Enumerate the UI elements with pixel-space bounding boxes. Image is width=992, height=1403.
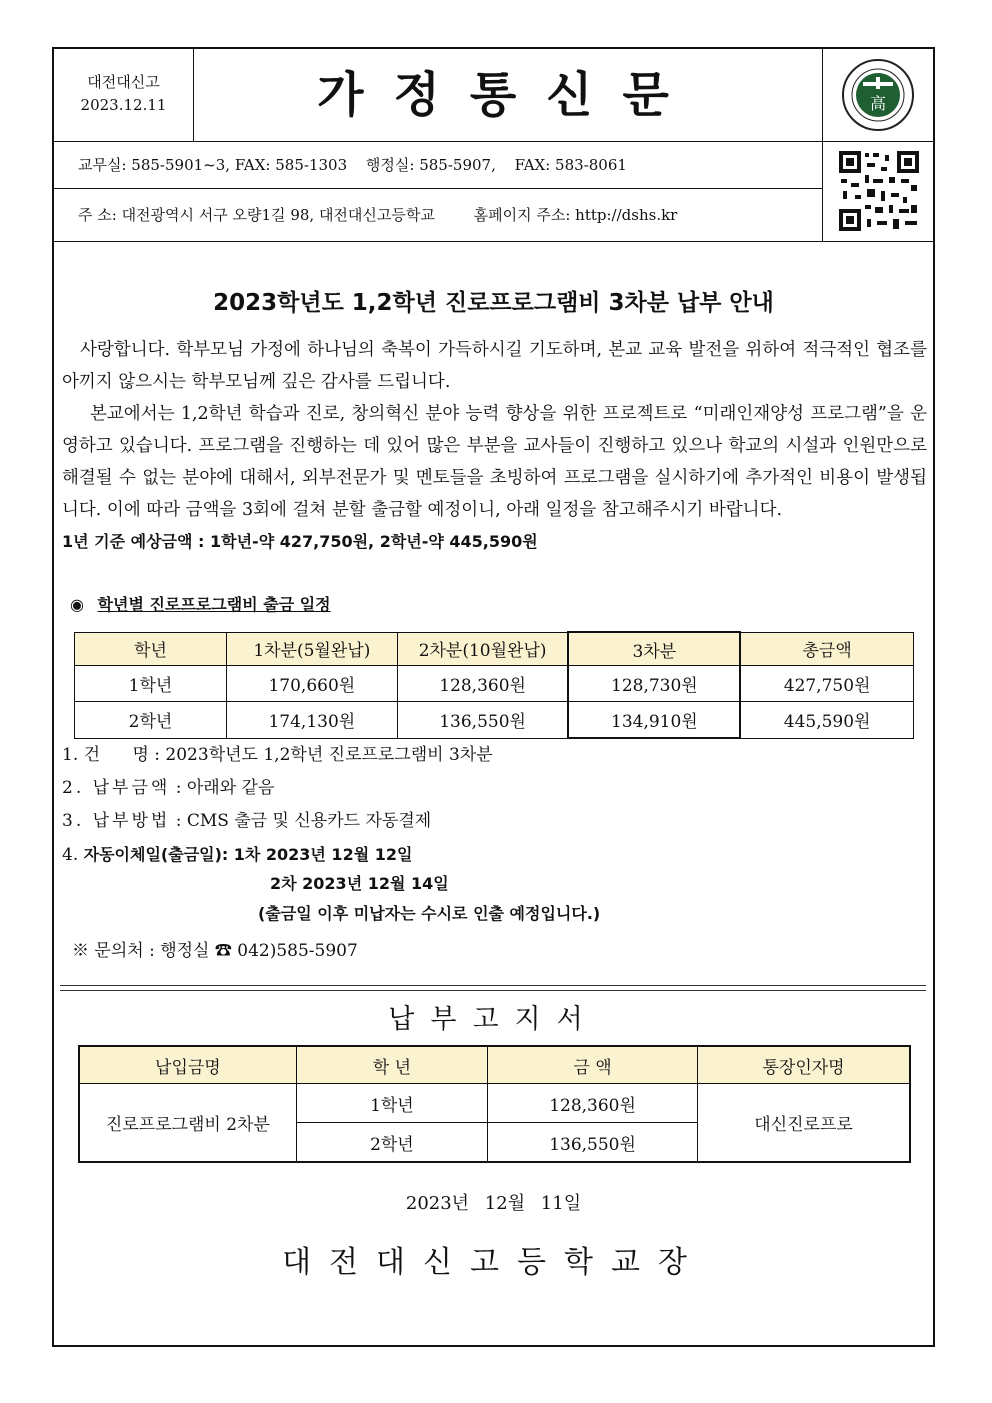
col-second: 2차분(10월완납) xyxy=(397,632,568,666)
header xyxy=(54,49,933,142)
schedule-table xyxy=(74,631,914,739)
payment-items xyxy=(62,739,493,872)
document-frame xyxy=(52,47,935,1347)
col-grade: 학년 xyxy=(75,632,227,666)
cell-third: 134,910원 xyxy=(568,702,740,739)
col-account-name: 통장인자명 xyxy=(698,1046,910,1084)
col-third: 3차분 xyxy=(568,632,740,666)
homepage-link[interactable]: 홈페이지 주소: http://dshs.kr xyxy=(473,206,678,224)
school-info xyxy=(54,49,194,141)
col-total: 총금액 xyxy=(740,632,913,666)
item-subject: 1. 건 명 : 2023학년도 1,2학년 진로프로그램비 3차분 xyxy=(62,745,493,765)
double-divider xyxy=(60,985,926,991)
cell-item-name: 진로프로그램비 2차분 xyxy=(79,1084,296,1163)
table-row xyxy=(79,1084,910,1123)
col-item-name: 납입금명 xyxy=(79,1046,296,1084)
cell-grade: 1학년 xyxy=(75,666,227,702)
schedule-heading xyxy=(70,592,331,615)
col-amount: 금 액 xyxy=(488,1046,698,1084)
cell-second: 128,360원 xyxy=(397,666,568,702)
issue-date-footer: 2023년 12월 11일 xyxy=(405,1193,582,1214)
schedule-title: 학년별 진로프로그램비 출금 일정 xyxy=(97,595,331,614)
admin-contact: 행정실: 585-5907, xyxy=(365,156,496,174)
table-header-row xyxy=(75,632,914,666)
notice-heading: 2023학년도 1,2학년 진로프로그램비 3차분 납부 안내 xyxy=(213,290,774,316)
issue-date: 2023.12.11 xyxy=(80,96,167,114)
school-logo xyxy=(822,49,934,141)
school-name: 대전대신고 xyxy=(87,73,160,91)
notice-body xyxy=(62,334,927,558)
bill-title: 납부고지서 xyxy=(388,1004,599,1035)
cell-amount: 136,550원 xyxy=(488,1123,698,1163)
cell-total: 445,590원 xyxy=(740,702,913,739)
bullet-icon: ◉ xyxy=(70,595,84,614)
item-debit-date: 4. 자동이체일(출금일): 1차 2023년 12월 12일 xyxy=(62,845,413,865)
cell-total: 427,750원 xyxy=(740,666,913,702)
page-title: 가정통신문 xyxy=(317,67,699,123)
cell-account-name: 대신진로프로 xyxy=(698,1084,910,1163)
admin-fax: FAX: 583-8061 xyxy=(514,156,627,174)
header-divider xyxy=(54,241,933,242)
greeting-paragraph: 사랑합니다. 학부모님 가정에 하나님의 축복이 가득하시길 기도하며, 본교 교육 발전을 위하여 적극적인 협조를 아끼지 않으시는 학부모님께 깊은 감사를 드립니다. xyxy=(62,340,927,392)
office-contact: 교무실: 585-5901~3, FAX: 585-1303 xyxy=(78,156,348,174)
item-method: 3. 납부방법 : CMS 출금 및 신용카드 자동결제 xyxy=(62,811,432,831)
cell-amount: 128,360원 xyxy=(488,1084,698,1123)
cell-second: 136,550원 xyxy=(397,702,568,739)
program-paragraph: 본교에서는 1,2학년 학습과 진로, 창의혁신 분야 능력 향상을 위한 프로젝트로 “미래인재양성 프로그램”을 운영하고 있습니다. 프로그램을 진행하는 데 있어 많은 부분을 교사들이 진행하고 있으나 학교의 시설과 인원만으로 해결될 수 없는 분야에 대해서, 외부전문가 및 멘토들을 초빙하여 프로그램을 실시하기에 추가적인 비용이 발생됩니다. 이에 따라 금액을 3회에 걸쳐 분할 출금할 예정이니, 아래 일정을 참고해주시기 바랍니다. xyxy=(62,404,927,520)
cell-grade: 2학년 xyxy=(296,1123,487,1163)
bill-table xyxy=(78,1045,911,1163)
school-emblem-icon xyxy=(823,49,934,141)
qr-code-icon xyxy=(823,141,934,241)
item-amount: 2. 납부금액 : 아래와 같음 xyxy=(62,778,275,798)
estimate-line: 1년 기준 예상금액 : 1학년-약 427,750원, 2학년-약 445,590원 xyxy=(62,532,538,551)
col-grade: 학 년 xyxy=(296,1046,487,1084)
cell-grade: 2학년 xyxy=(75,702,227,739)
cell-third: 128,730원 xyxy=(568,666,740,702)
table-row xyxy=(75,666,914,702)
cell-grade: 1학년 xyxy=(296,1084,487,1123)
debit-note: (출금일 이후 미납자는 수시로 인출 예정입니다.) xyxy=(258,904,601,923)
qr-code[interactable] xyxy=(822,141,934,241)
cell-first: 174,130원 xyxy=(226,702,397,739)
address: 주 소: 대전광역시 서구 오량1길 98, 대전대신고등학교 xyxy=(78,206,435,224)
table-row xyxy=(75,702,914,739)
table-header-row xyxy=(79,1046,910,1084)
svg-text:高: 高 xyxy=(869,94,887,113)
debit-date-2: 2차 2023년 12월 14일 xyxy=(270,874,449,893)
address-row xyxy=(54,189,822,241)
principal-signature: 대전대신고등학교장 xyxy=(282,1245,705,1280)
cell-first: 170,660원 xyxy=(226,666,397,702)
col-first: 1차분(5월완납) xyxy=(226,632,397,666)
inquiry-line: ※ 문의처 : 행정실 ☎ 042)585-5907 xyxy=(72,941,358,961)
contact-row xyxy=(54,141,822,189)
